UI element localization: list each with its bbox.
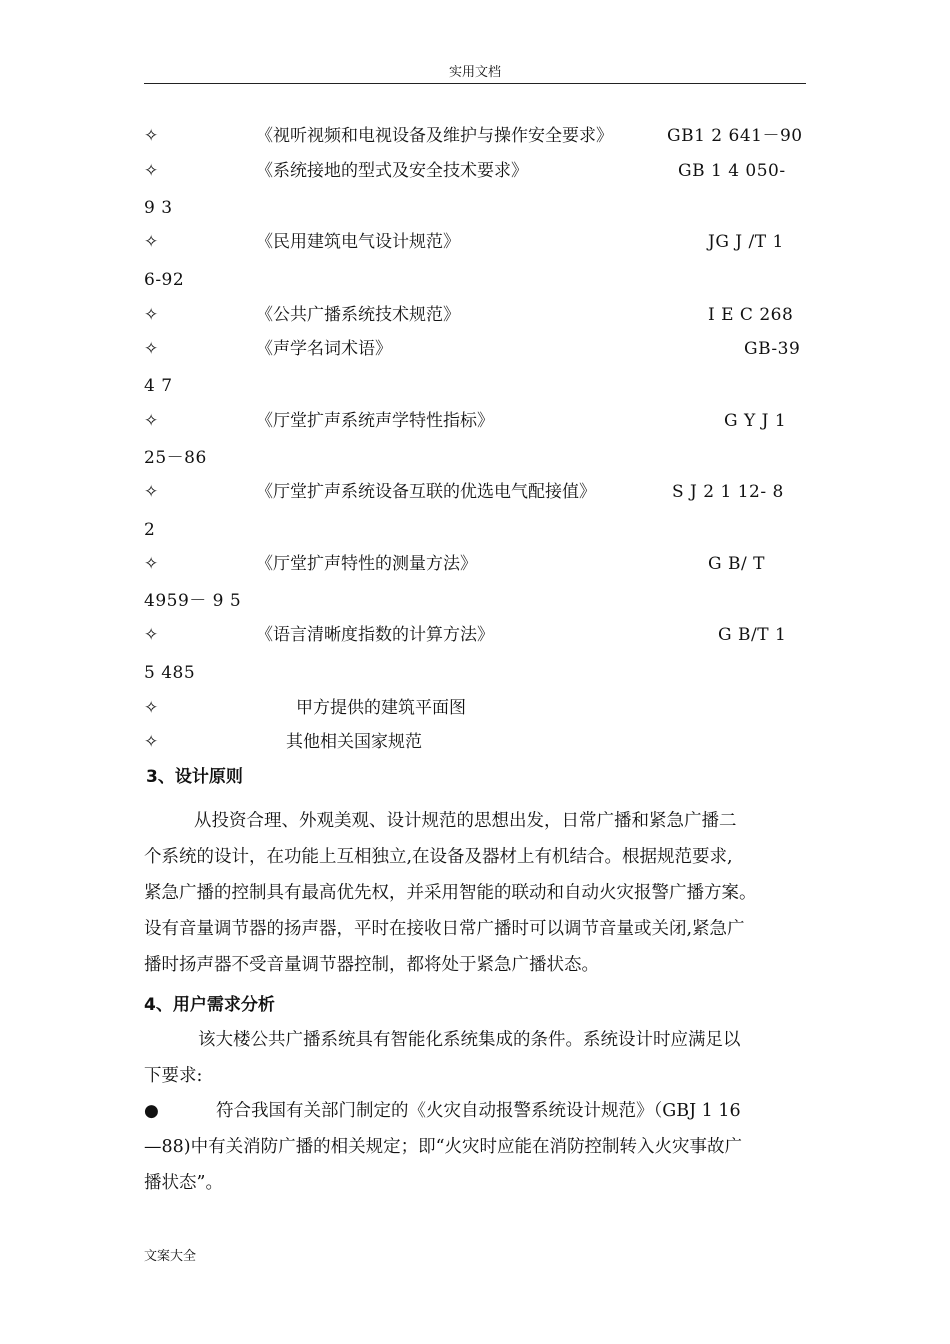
reference-code: G B/ T: [708, 554, 765, 574]
reference-title: 甲方提供的建筑平面图: [296, 698, 466, 718]
diamond-star-icon: ✧: [144, 698, 159, 718]
reference-code: I E C 268: [708, 305, 794, 325]
reference-code: GB 1 4 050-: [678, 161, 786, 181]
paragraph-line: 从投资合理、外观美观、设计规范的思想出发，日常广播和紧急广播二: [194, 811, 737, 831]
diamond-star-icon: ✧: [144, 482, 159, 502]
bullet-text-line: 播状态”。: [144, 1173, 223, 1193]
reference-title: 《厅堂扩声系统声学特性指标》: [256, 411, 494, 431]
diamond-star-icon: ✧: [144, 625, 159, 645]
reference-code: G B/T 1: [718, 625, 787, 645]
paragraph-line: 播时扬声器不受音量调节器控制，都将处于紧急广播状态。: [144, 955, 599, 975]
diamond-star-icon: ✧: [144, 732, 159, 752]
reference-code: GB-39: [744, 339, 801, 359]
reference-code-continuation: 6-92: [144, 270, 185, 290]
reference-title: 《系统接地的型式及安全技术要求》: [256, 161, 528, 181]
bullet-text-line: —88)中有关消防广播的相关规定；即“火灾时应能在消防控制转入火灾事故广: [144, 1137, 743, 1157]
reference-code: GB1 2 641－90: [667, 126, 803, 146]
reference-code: G Y J 1: [724, 411, 787, 431]
reference-code: JG J /T 1: [708, 232, 784, 252]
reference-title: 《语言清晰度指数的计算方法》: [256, 625, 494, 645]
reference-item: [144, 153, 806, 189]
reference-code-continuation: 4959－ 9 5: [144, 591, 242, 611]
reference-item: [144, 224, 806, 260]
diamond-star-icon: ✧: [144, 126, 159, 146]
reference-item: [144, 118, 806, 154]
reference-item: [144, 724, 806, 760]
reference-code-continuation: 9 3: [144, 198, 173, 218]
reference-item: [144, 297, 806, 333]
page-header: 实用文档: [448, 65, 501, 80]
paragraph-line: 紧急广播的控制具有最高优先权，并采用智能的联动和自动火灾报警广播方案。: [144, 883, 757, 903]
diamond-star-icon: ✧: [144, 161, 159, 181]
reference-item: [144, 546, 806, 582]
reference-item: [144, 617, 806, 653]
page-footer: 文案大全: [144, 1249, 197, 1264]
reference-item: [144, 474, 806, 510]
diamond-star-icon: ✧: [144, 232, 159, 252]
reference-item: [144, 690, 806, 726]
reference-title: 《民用建筑电气设计规范》: [256, 232, 460, 252]
paragraph-line: 个系统的设计，在功能上互相独立,在设备及器材上有机结合。根据规范要求,: [144, 847, 733, 867]
diamond-star-icon: ✧: [144, 305, 159, 325]
reference-title: 《厅堂扩声系统设备互联的优选电气配接值》: [256, 482, 596, 502]
reference-item: [144, 403, 806, 439]
header-rule: [144, 83, 806, 84]
reference-code: S J 2 1 12- 8: [672, 482, 784, 502]
paragraph-line: 该大楼公共广播系统具有智能化系统集成的条件。系统设计时应满足以: [198, 1030, 741, 1050]
section-heading: 4、用户需求分析: [144, 995, 275, 1015]
diamond-star-icon: ✧: [144, 554, 159, 574]
diamond-star-icon: ✧: [144, 339, 159, 359]
diamond-star-icon: ✧: [144, 411, 159, 431]
reference-code-continuation: 2: [144, 520, 156, 540]
reference-code-continuation: 25－86: [144, 448, 207, 468]
bullet-dot-icon: ●: [144, 1101, 159, 1121]
reference-title: 《声学名词术语》: [256, 339, 392, 359]
reference-title: 其他相关国家规范: [286, 732, 422, 752]
paragraph-line: 设有音量调节器的扬声器，平时在接收日常广播时可以调节音量或关闭,紧急广: [144, 919, 745, 939]
section-heading: 3、设计原则: [146, 767, 243, 787]
bullet-text-line: 符合我国有关部门制定的《火灾自动报警系统设计规范》（GBJ 1 16: [216, 1101, 741, 1121]
reference-code-continuation: 4 7: [144, 376, 173, 396]
paragraph-line: 下要求:: [144, 1066, 203, 1086]
reference-code-continuation: 5 485: [144, 663, 196, 683]
reference-item: [144, 331, 806, 367]
reference-title: 《公共广播系统技术规范》: [256, 305, 460, 325]
reference-title: 《视听视频和电视设备及维护与操作安全要求》: [256, 126, 613, 146]
reference-title: 《厅堂扩声特性的测量方法》: [256, 554, 477, 574]
